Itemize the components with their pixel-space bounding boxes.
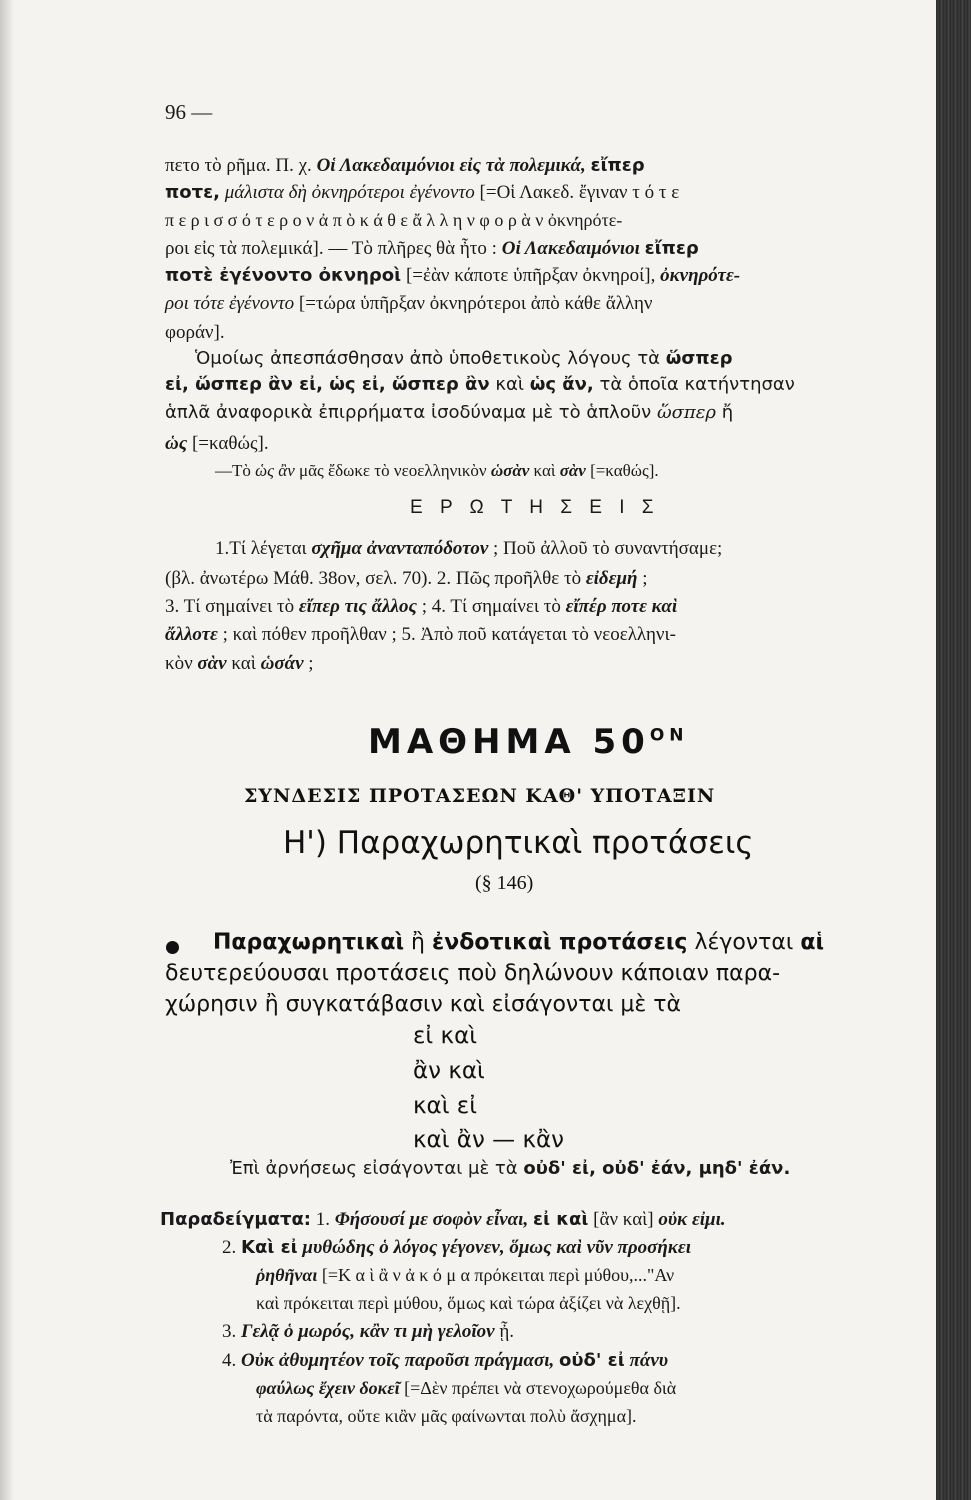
- page-gutter-shadow: [0, 0, 14, 1500]
- book-page-edges: [936, 0, 971, 1500]
- para2-line-4: ὡς [=καθώς].: [165, 433, 269, 454]
- question-line-4: ἄλλοτε ; καὶ πόθεν προῆλθαν ; 5. Ἀπὸ ποῦ κατάγεται τὸ νεοελληνι-: [165, 624, 676, 645]
- conjunction-1: εἰ καὶ: [413, 1023, 478, 1049]
- lesson-title: ΜΑΘΗΜΑ $50^{ON}$: [368, 722, 689, 762]
- intro-line-3: π ε ρ ι σ σ ό τ ε ρ ο ν ἀ π ὸ κ ά θ ε ἄ λ λ η ν φ ο ρ ὰ ν ὀκνηρότε-: [165, 210, 623, 230]
- example-3: 3. Γελᾷ ὁ μωρός, κἂν τι μὴ γελοῖον ᾖ.: [222, 1321, 515, 1342]
- paragraph-reference: (§ 146): [475, 872, 534, 894]
- intro-line-7: φοράν].: [165, 322, 225, 343]
- example-2-line-1: 2. Καὶ εἰ μυθώδης ὁ λόγος γέγονεν, ὅμως καὶ νῦν προσήκει: [222, 1237, 691, 1258]
- intro-line-1: πετο τὸ ρῆμα. Π. χ. Οἱ Λακεδαιμόνιοι εἰς τὰ πολεμικά, εἴπερ: [165, 155, 645, 176]
- example-4-line-3: τὰ παρόντα, οὔτε κιἂν μᾶς φαίνωνται πολὺ ἄσχημα].: [256, 1406, 637, 1426]
- conjunction-2: ἂν καὶ: [413, 1058, 485, 1084]
- bullet-icon: [166, 941, 179, 954]
- para2-line-1: Ὁμοίως ἀπεσπάσθησαν ἀπὸ ὑποθετικοὺς λόγους τὰ ὥσπερ: [195, 348, 733, 369]
- intro-line-6: ροι τότε ἐγένοντο [=τώρα ὑπῆρξαν ὀκνηρότεροι ἀπὸ κάθε ἄλλην: [165, 293, 653, 314]
- example-1: Παραδείγματα: 1. Φήσουσί με σοφὸν εἶναι, εἰ καὶ [ἂν καὶ] οὐκ εἰμι.: [160, 1209, 726, 1230]
- question-line-5: κὸν σὰν καὶ ὡσάν ;: [165, 653, 314, 674]
- question-line-1: 1.Τί λέγεται σχῆμα ἀνανταπόδοτον ; Ποῦ ἀλλοῦ τὸ συναντήσαμε;: [215, 538, 723, 559]
- example-2-line-2: ῥηθῆναι [=Κ α ὶ ἂ ν ἀ κ ό μ α πρόκειται περὶ μύθου,..."Αν: [256, 1265, 675, 1285]
- conjunction-4: καὶ ἂν — κἂν: [413, 1127, 565, 1153]
- intro-line-5: ποτὲ ἐγένοντο ὀκνηροὶ [=ἐὰν κάποτε ὑπῆρξαν ὀκνηροί], ὀκνηρότε-: [165, 265, 741, 286]
- definition-line-3: χώρησιν ἢ συγκατάβασιν καὶ εἰσάγονται μὲ τὰ: [165, 992, 682, 1017]
- question-line-3: 3. Τί σημαίνει τὸ εἴπερ τις ἄλλος ; 4. Τί σημαίνει τὸ εἴπέρ ποτε καὶ: [165, 596, 678, 617]
- para2-line-3: ἁπλᾶ ἀναφορικὰ ἐπιρρήματα ἰσοδύναμα μὲ τὸ ἁπλοῦν ὥσπερ ἤ: [165, 402, 734, 423]
- subsection-title: Η') Παραχωρητικαὶ προτάσεις: [283, 825, 754, 861]
- section-title: ΣΥΝΔΕΣΙΣ ΠΡΟΤΑΣΕΩΝ ΚΑΘ' ΥΠΟΤΑΞΙΝ: [244, 785, 716, 807]
- definition-line-1: Παραχωρητικαὶ ἢ ἐνδοτικαὶ προτάσεις λέγονται αἱ: [213, 930, 825, 955]
- example-4-line-1: 4. Οὐκ ἀθυμητέον τοῖς παροῦσι πράγμασι, οὐδ' εἰ πάνυ: [222, 1350, 669, 1371]
- question-line-2: (βλ. ἀνωτέρω Μάθ. 38ον, σελ. 70). 2. Πῶς προῆλθε τὸ εἰδεμή ;: [165, 568, 648, 589]
- intro-line-2: ποτε, μάλιστα δὴ ὀκνηρότεροι ἐγένοντο [=Οἱ Λακεδ. ἔγιναν τ ό τ ε: [165, 182, 680, 203]
- example-2-line-3: καὶ πρόκειται περὶ μύθου, ὅμως καὶ τώρα ἀξίζει νὰ λεχθῇ].: [256, 1293, 681, 1313]
- intro-line-4: ροι εἰς τὰ πολεμικά]. — Τὸ πλῆρες θὰ ἦτο : Οἱ Λακεδαιμόνιοι εἴπερ: [165, 238, 699, 259]
- definition-line-2: δευτερεύουσαι προτάσεις ποὺ δηλώνουν κάποιαν παρα-: [165, 961, 781, 986]
- para2-line-5: —Τὸ ὡς ἂν μᾶς ἔδωκε τὸ νεοελληνικὸν ὡσὰν καὶ σὰν [=καθώς].: [215, 461, 659, 480]
- page-number: 96 —: [165, 100, 213, 124]
- conjunction-3: καὶ εἰ: [413, 1093, 478, 1119]
- example-4-line-2: φαύλως ἔχειν δοκεῖ [=Δὲν πρέπει νὰ στενοχωρούμεθα διὰ: [256, 1378, 677, 1398]
- negation-line: Ἐπὶ ἀρνήσεως εἰσάγονται μὲ τὰ οὐδ' εἰ, οὐδ' ἐάν, μηδ' ἐάν.: [230, 1158, 791, 1179]
- questions-heading: Ε Ρ Ω Τ Η Σ Ε Ι Σ: [410, 497, 660, 518]
- lesson-title-superscript: ΟΝ: [649, 725, 689, 746]
- para2-line-2: εἰ, ὥσπερ ἂν εἰ, ὡς εἰ, ὥσπερ ἂν καὶ ὡς ἄν, τὰ ὁποῖα κατήντησαν: [165, 374, 795, 395]
